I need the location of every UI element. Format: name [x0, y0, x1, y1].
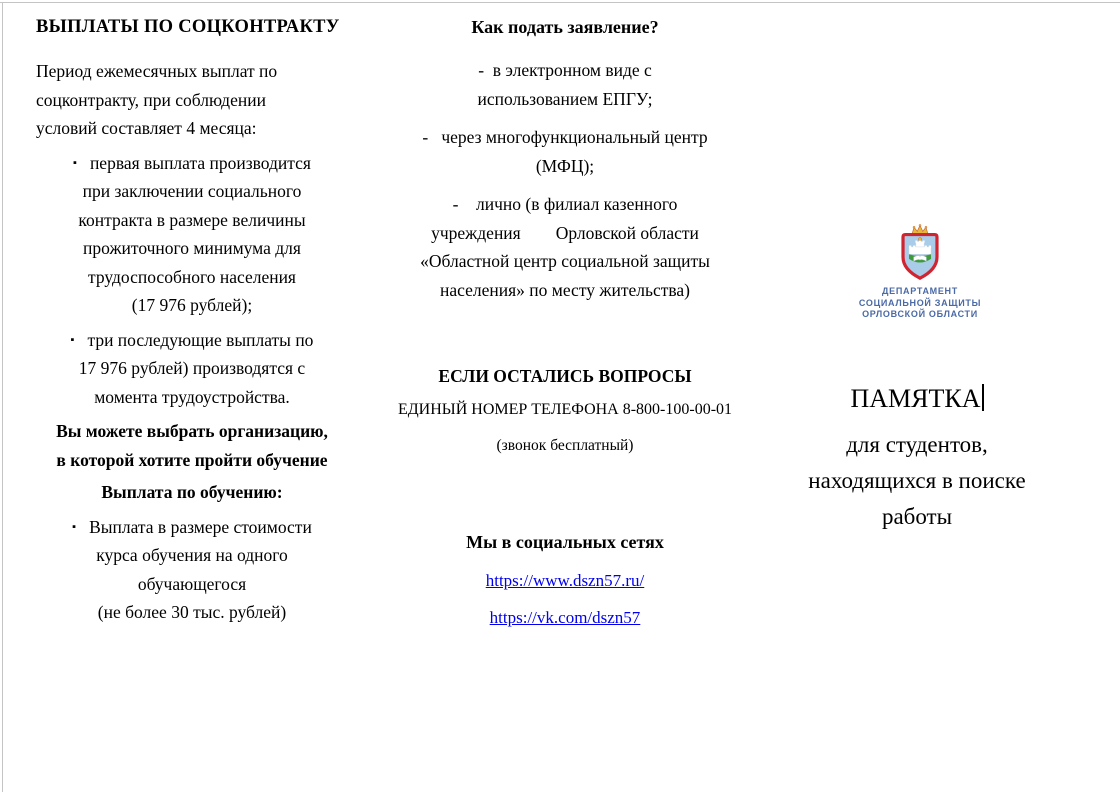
memo-title-block	[780, 382, 1054, 535]
bullet-line: 17 976 рублей) производятся с	[78, 358, 306, 378]
memo-subtitle-line: для студентов,	[846, 432, 988, 457]
department-name-line: ОРЛОВСКОЙ ОБЛАСТИ	[862, 309, 978, 319]
emphasis-line: в которой хотите пройти обучение	[56, 449, 328, 470]
questions-section	[383, 362, 747, 457]
bullet-line: контракта в размере величины	[78, 209, 306, 230]
memo-subtitle-line: находящихся в поиске	[808, 468, 1026, 493]
method-line: - лично (в филиал казенного	[452, 194, 678, 214]
bullet-line: прожиточного минимума для	[83, 238, 301, 258]
application-method-mfc	[383, 123, 747, 180]
bullet-line: три последующие выплаты по	[87, 329, 314, 350]
payments-heading: ВЫПЛАТЫ ПО СОЦКОНТРАКТУ	[36, 17, 340, 37]
payments-intro	[36, 57, 348, 143]
bullet-line: момента трудоустройства.	[94, 386, 290, 407]
square-bullet-icon: ▪	[73, 156, 77, 169]
department-name	[770, 286, 1070, 321]
method-line: населения» по месту жительства)	[440, 279, 690, 300]
bullet-line: (17 976 рублей);	[131, 295, 253, 315]
oryol-coat-of-arms-icon	[897, 224, 943, 280]
training-payment-heading: Выплата по обучению:	[101, 482, 283, 502]
memo-subtitle-line: работы	[881, 504, 953, 529]
method-line: «Областной центр социальной защиты	[420, 251, 710, 271]
memo-title: ПАМЯТКА	[850, 384, 981, 413]
bullet-line: обучающегося	[137, 573, 247, 594]
application-method-epgu	[383, 56, 747, 113]
questions-heading: ЕСЛИ ОСТАЛИСЬ ВОПРОСЫ	[438, 366, 692, 386]
bullet-line: курса обучения на одного	[96, 545, 288, 565]
choose-organization-note	[36, 417, 348, 474]
payment-bullet-first	[36, 149, 348, 320]
intro-line: Период ежемесячных выплат по	[36, 61, 278, 81]
memo-subtitle	[780, 427, 1054, 535]
page-edge-left	[2, 2, 3, 792]
bullet-line: при заключении социального	[82, 181, 302, 201]
application-heading: Как подать заявление?	[471, 17, 659, 37]
department-logo	[770, 224, 1070, 321]
square-bullet-icon: ▪	[70, 333, 75, 346]
method-line: - в электронном виде с	[478, 60, 652, 80]
bullet-line: трудоспособного населения	[87, 266, 296, 287]
bullet-line: (не более 30 тыс. рублей)	[97, 602, 287, 622]
free-call-note: (звонок бесплатный)	[496, 437, 634, 454]
vk-link[interactable]: https://vk.com/dszn57	[489, 608, 641, 627]
bullet-line: первая выплата производится	[89, 152, 311, 173]
application-method-in-person	[383, 190, 747, 304]
website-link[interactable]: https://www.dszn57.ru/	[485, 571, 645, 590]
training-bullet	[36, 513, 348, 627]
method-line: - через многофункциональный центр	[422, 127, 708, 147]
social-heading: Мы в социальных сетях	[466, 532, 664, 552]
intro-line: условий составляет 4 месяца:	[36, 118, 257, 138]
payments-section	[36, 12, 348, 627]
application-section	[383, 12, 747, 304]
method-line: (МФЦ);	[535, 155, 595, 176]
department-name-line: ДЕПАРТАМЕНТ	[882, 286, 958, 296]
square-bullet-icon: ▪	[72, 520, 77, 533]
intro-line: соцконтракту, при соблюдении	[36, 89, 266, 110]
text-cursor	[982, 384, 984, 411]
payment-bullet-next	[36, 326, 348, 412]
hotline-phone-number: ЕДИНЫЙ НОМЕР ТЕЛЕФОНА 8-800-100-00-01	[397, 401, 733, 418]
method-line: учреждения Орловской области	[431, 222, 699, 243]
social-section	[383, 528, 747, 630]
bullet-line: Выплата в размере стоимости	[89, 516, 312, 537]
department-name-line: СОЦИАЛЬНОЙ ЗАЩИТЫ	[858, 297, 982, 308]
emphasis-line: Вы можете выбрать организацию,	[56, 421, 328, 441]
method-line: использованием ЕПГУ;	[477, 88, 653, 109]
page-edge-top	[0, 2, 1120, 3]
